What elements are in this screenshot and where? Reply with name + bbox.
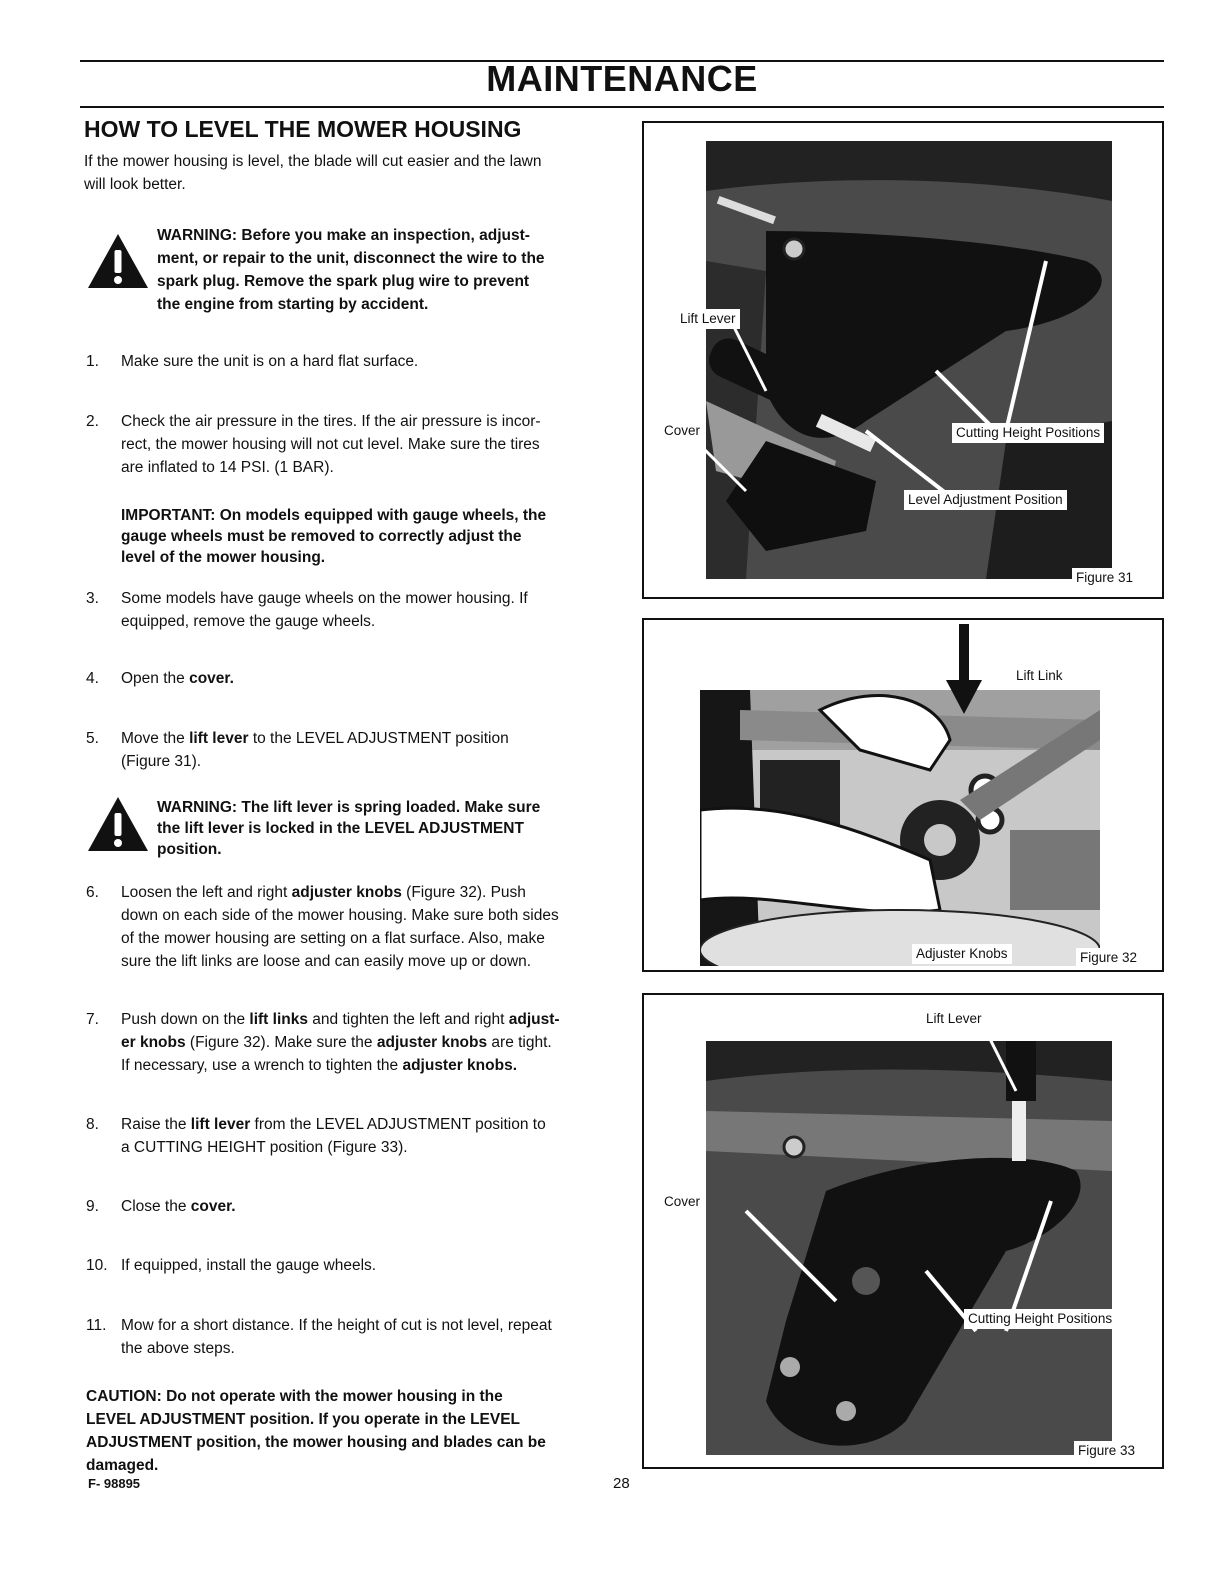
step-line: down on each side of the mower housing. Make sure both sides (121, 907, 559, 924)
step-1-text: Make sure the unit is on a hard flat surface. (121, 353, 419, 370)
warning-line: the lift lever is locked in the LEVEL ADJUSTMENT (157, 820, 524, 837)
step-line: of the mower housing are setting on a flat surface. Also, make (121, 930, 545, 947)
step-text: Open the (121, 670, 190, 687)
warning-line: WARNING: Before you make an inspection, adjust- (157, 227, 530, 244)
step-11-text (121, 1314, 609, 1360)
warning-2 (157, 797, 607, 860)
step-keyword: cover. (190, 1198, 236, 1215)
warning-line: position. (157, 841, 222, 858)
warning-line: the engine from starting by accident. (157, 296, 429, 313)
step-number: 7. (86, 1011, 99, 1028)
intro-line: If the mower housing is level, the blade will cut easier and the lawn (84, 153, 542, 170)
step-keyword: lift links (249, 1011, 308, 1028)
cutting-height-positions-label: Cutting Height Positions (964, 1309, 1116, 1329)
step-text: (Figure 32). Make sure the (185, 1034, 377, 1051)
lift-lever-illustration (706, 141, 1112, 579)
document-code: F- 98895 (88, 1476, 141, 1491)
important-line: gauge wheels must be removed to correctly adjust the (121, 528, 522, 545)
caution-note (86, 1385, 610, 1477)
page-number: 28 (613, 1475, 630, 1492)
adjuster-knob-illustration (700, 690, 1100, 966)
caution-line: LEVEL ADJUSTMENT position. If you operate in the LEVEL (86, 1411, 521, 1428)
step-line: rect, the mower housing will not cut level. Make sure the tires (121, 436, 540, 453)
step-number: 10. (86, 1257, 108, 1274)
step-2-text (121, 410, 609, 479)
step-line: the above steps. (121, 1340, 235, 1357)
step-number: 5. (86, 730, 99, 747)
step-text: and tighten the left and right (307, 1011, 509, 1028)
step-10-text: If equipped, install the gauge wheels. (121, 1257, 377, 1274)
step-8-text (121, 1113, 609, 1159)
figure-31-caption: Figure 31 (1072, 568, 1137, 588)
step-line: (Figure 31). (121, 753, 202, 770)
section-heading: HOW TO LEVEL THE MOWER HOUSING (84, 116, 522, 142)
step-text: If necessary, use a wrench to tighten the (121, 1057, 403, 1074)
figure-31 (642, 121, 1164, 599)
warning-1 (157, 224, 607, 316)
step-line: a CUTTING HEIGHT position (Figure 33). (121, 1139, 408, 1156)
important-note (121, 505, 609, 568)
step-keyword: adjuster knobs (291, 884, 402, 901)
important-line: level of the mower housing. (121, 549, 326, 566)
lift-lever-label: Lift Lever (676, 309, 740, 329)
step-text: Loosen the left and right (121, 884, 292, 901)
step-line: Some models have gauge wheels on the mower housing. If (121, 590, 528, 607)
warning-triangle-icon (86, 232, 150, 290)
cover-label: Cover (660, 421, 704, 441)
step-number: 6. (86, 884, 99, 901)
caution-line: ADJUSTMENT position, the mower housing and blades can be (86, 1434, 546, 1451)
step-3-text (121, 587, 609, 633)
step-line: Mow for a short distance. If the height of cut is not level, repeat (121, 1317, 552, 1334)
step-text: to the LEVEL ADJUSTMENT position (248, 730, 509, 747)
step-number: 3. (86, 590, 99, 607)
step-text: Raise the (121, 1116, 191, 1133)
step-number: 9. (86, 1198, 99, 1215)
caution-line: damaged. (86, 1457, 159, 1474)
adjuster-knobs-label: Adjuster Knobs (912, 944, 1012, 964)
figure-33-photo (706, 1041, 1112, 1455)
figure-32-photo (700, 690, 1100, 966)
important-line: IMPORTANT: On models equipped with gauge wheels, the (121, 507, 547, 524)
step-line: Check the air pressure in the tires. If the air pressure is incor- (121, 413, 541, 430)
level-adjustment-position-label: Level Adjustment Position (904, 490, 1067, 510)
step-keyword: cover. (189, 670, 234, 687)
figure-31-photo (706, 141, 1112, 579)
lift-link-label: Lift Link (1012, 666, 1067, 686)
step-text: Close the (121, 1198, 191, 1215)
page-title: MAINTENANCE (486, 58, 758, 99)
cover-label: Cover (660, 1192, 704, 1212)
step-keyword: adjust- (508, 1011, 560, 1028)
step-keyword: lift lever (189, 730, 249, 747)
step-keyword: er knobs (121, 1034, 186, 1051)
caution-line: CAUTION: Do not operate with the mower housing in the (86, 1388, 503, 1405)
step-7-text (121, 1008, 609, 1077)
step-text: Move the (121, 730, 190, 747)
step-line: equipped, remove the gauge wheels. (121, 613, 376, 630)
step-keyword: adjuster knobs. (402, 1057, 518, 1074)
header-rule (80, 106, 1164, 108)
step-number: 8. (86, 1116, 99, 1133)
warning-line: WARNING: The lift lever is spring loaded. Make sure (157, 799, 541, 816)
down-arrow-icon (944, 624, 984, 716)
step-line: sure the lift links are loose and can easily move up or down. (121, 953, 532, 970)
lift-lever-label: Lift Lever (922, 1009, 986, 1029)
step-number: 4. (86, 670, 99, 687)
step-text: from the LEVEL ADJUSTMENT position to (250, 1116, 546, 1133)
step-text: Push down on the (121, 1011, 250, 1028)
step-number: 2. (86, 413, 99, 430)
step-6-text (121, 881, 609, 973)
intro-line: will look better. (84, 176, 186, 193)
step-4-text (121, 667, 609, 690)
step-number: 11. (86, 1317, 107, 1334)
figure-32-caption: Figure 32 (1076, 948, 1141, 968)
step-9-text (121, 1195, 609, 1218)
warning-line: spark plug. Remove the spark plug wire to prevent (157, 273, 530, 290)
step-number: 1. (86, 353, 99, 370)
step-text: are tight. (487, 1034, 552, 1051)
step-text: (Figure 32). Push (401, 884, 526, 901)
figure-33-caption: Figure 33 (1074, 1441, 1139, 1461)
figure-32 (642, 618, 1164, 972)
warning-line: ment, or repair to the unit, disconnect the wire to the (157, 250, 545, 267)
cutting-height-positions-label: Cutting Height Positions (952, 423, 1104, 443)
warning-triangle-icon (86, 795, 150, 853)
intro-text (84, 150, 542, 196)
step-keyword: lift lever (190, 1116, 251, 1133)
step-5-text (121, 727, 609, 773)
step-keyword: adjuster knobs (376, 1034, 488, 1051)
figure-33 (642, 993, 1164, 1469)
step-line: are inflated to 14 PSI. (1 BAR). (121, 459, 334, 476)
cover-closed-illustration (706, 1041, 1112, 1455)
